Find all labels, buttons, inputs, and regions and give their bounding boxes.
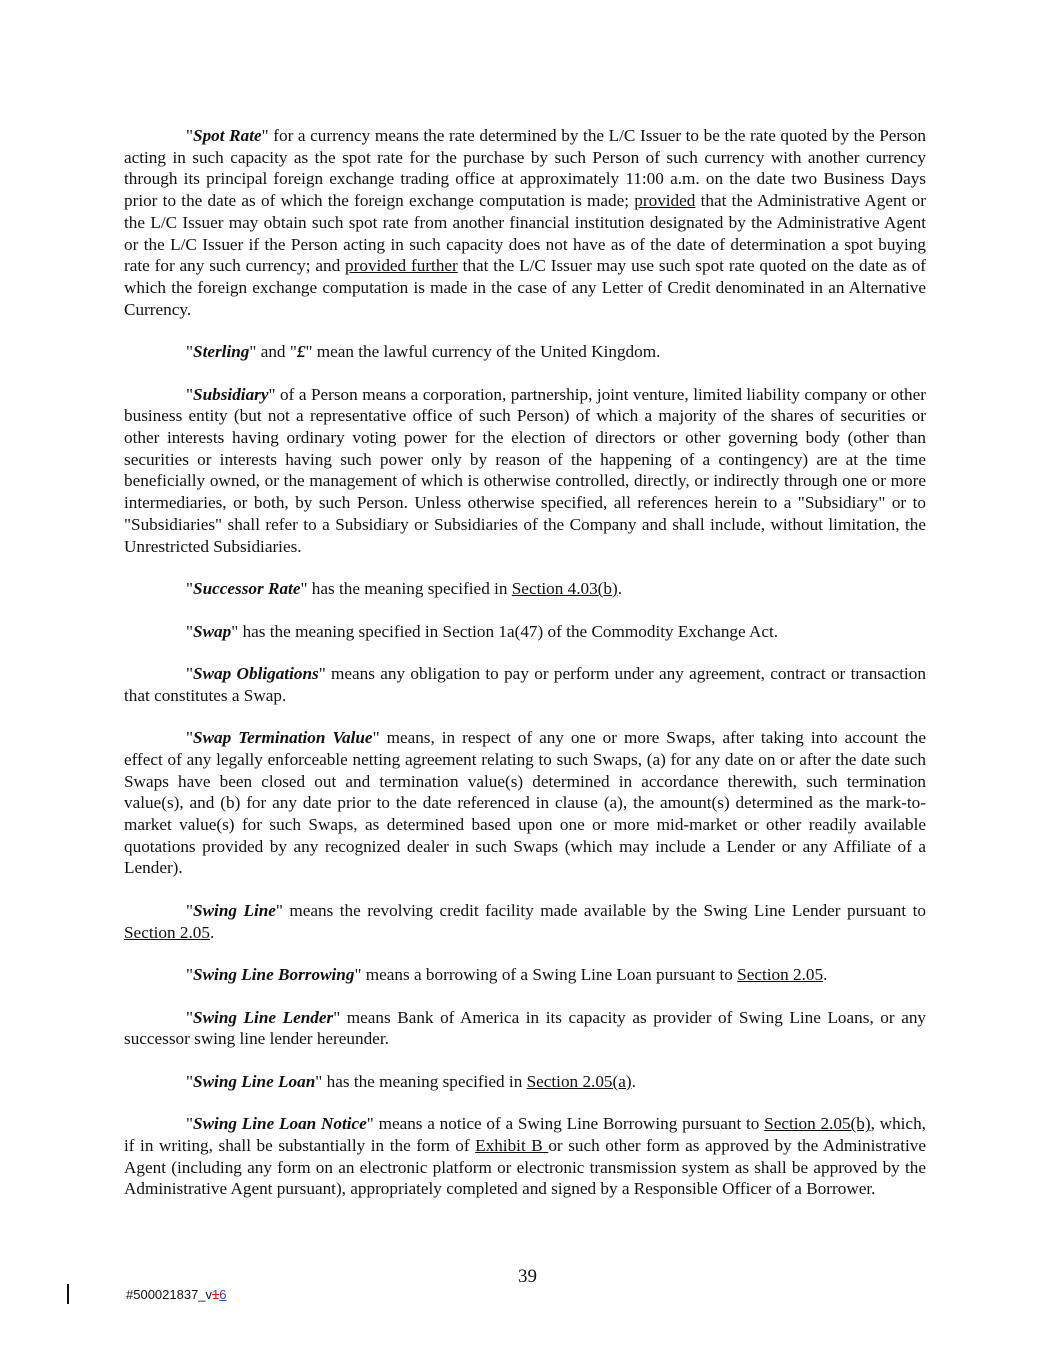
- definition-text: " means the revolving credit facility made available by the Swing Line Lender pursuant to: [275, 900, 926, 920]
- defined-term: Swap: [193, 621, 232, 641]
- definition-text: ": [186, 579, 194, 599]
- definition-paragraph: [124, 341, 926, 363]
- definition-text: .: [209, 922, 215, 942]
- cross-reference: Section 4.03(b): [511, 579, 618, 599]
- cross-reference: Section 2.05: [124, 922, 210, 942]
- definition-text: " means, in respect of any one or more Swaps, after taking into account the effect of any legally enforceable netting agreement relating to such Swaps, (a) for any date on or after the date such Swaps have been closed out and termination value(s) determined in accordance therewith, such termination value(s), and (b) for any date prior to the date referenced in clause (a), the amount(s) determined as the mark-to-market value(s) for such Swaps, as determined based upon one or more mid-market or other readily available quotations provided by any recognized dealer in such Swaps (which may include a Lender or any Affiliate of a Lender).: [124, 728, 927, 878]
- definition-text: " has the meaning specified in: [300, 579, 512, 599]
- definition-text: .: [823, 965, 828, 985]
- cross-reference: provided: [634, 191, 696, 211]
- defined-term: Successor Rate: [193, 579, 301, 599]
- definition-text: ": [186, 1071, 194, 1091]
- definition-text: " means a notice of a Swing Line Borrowing pursuant to: [366, 1114, 765, 1134]
- cross-reference: Exhibit B: [475, 1136, 549, 1156]
- definition-text: " has the meaning specified in: [315, 1071, 527, 1091]
- definition-text: " mean the lawful currency of the United Kingdom.: [305, 342, 661, 362]
- definition-paragraph: [124, 1071, 926, 1093]
- definition-text: , which, if in writing, shall be substantially in the form of: [124, 1114, 926, 1156]
- definition-text: ": [186, 965, 194, 985]
- definition-text: " for a currency means the rate determined by the L/C Issuer to be the rate quoted by the Person acting in such capacity as the spot rate for the purchase by such Person of such currency with another currency through its principal foreign exchange trading office at approximately 11:00 a.m. on the date two Business Days prior to the date as of which the foreign exchange computation is made;: [124, 126, 926, 211]
- definition-text: ": [186, 900, 194, 920]
- definition-text: ": [186, 664, 194, 684]
- document-id: [126, 1287, 227, 1302]
- defined-term: Spot Rate: [193, 126, 262, 145]
- definition-paragraph: [124, 384, 926, 558]
- definition-text: ": [186, 621, 194, 641]
- definition-paragraph: [124, 727, 926, 879]
- defined-term: Subsidiary: [193, 384, 269, 404]
- definition-paragraph: [124, 663, 926, 706]
- page-number: 39: [518, 1266, 537, 1287]
- document-body: [124, 125, 926, 1221]
- version-inserted: 6: [219, 1287, 227, 1302]
- cross-reference: Section 2.05(b): [764, 1114, 871, 1134]
- definition-text: ": [186, 342, 194, 362]
- definition-text: ": [186, 384, 194, 404]
- definition-text: ": [186, 1114, 194, 1134]
- definition-paragraph: [124, 578, 926, 600]
- defined-term: Swap Termination Value: [193, 728, 373, 748]
- defined-term: Swing Line Lender: [193, 1007, 334, 1027]
- defined-term: Sterling: [193, 342, 250, 362]
- definition-paragraph: [124, 1113, 926, 1200]
- cross-reference: Section 2.05: [737, 965, 824, 985]
- definition-text: ": [186, 728, 194, 748]
- defined-term: Swing Line Loan: [193, 1071, 316, 1091]
- definition-paragraph: [124, 964, 926, 986]
- definition-paragraph: [124, 900, 926, 943]
- definition-paragraph: [124, 125, 926, 320]
- definition-paragraph: [124, 621, 926, 643]
- definition-text: .: [631, 1071, 636, 1091]
- definition-text: that the Administrative Agent or the L/C Issuer may obtain such spot rate from another financial institution designated by the Administrative Agent or the L/C Issuer if the Person acting in such capacity does not have as of the date of determination a spot buying rate for any such currency; and: [124, 191, 926, 276]
- defined-term: Swap Obligations: [193, 664, 319, 684]
- definition-text: that the L/C Issuer may use such spot rate quoted on the date as of which the foreign exchange computation is made in the case of any Letter of Credit denominated in an Alternative Currency.: [124, 256, 927, 319]
- version-deleted: 1: [212, 1287, 220, 1302]
- definition-text: " means Bank of America in its capacity as provider of Swing Line Loans, or any successor swing line lender hereunder.: [124, 1007, 927, 1049]
- revision-bar: [67, 1284, 69, 1304]
- cross-reference: Section 2.05(a): [526, 1071, 632, 1091]
- defined-term: Swing Line Borrowing: [193, 965, 355, 985]
- definition-text: " of a Person means a corporation, partnership, joint venture, limited liability company or other business entity (but not a representative office of such Person) of which a majority of the shares of securities or other interests having ordinary voting power for the election of directors or other governing body (other than securities or interests having such power only by reason of the happening of a contingency) are at the time beneficially owned, or the management of which is otherwise controlled, directly, or indirectly through one or more intermediaries, or both, by such Person. Unless otherwise specified, all references herein to a "Subsidiary" or to "Subsidiaries" shall refer to a Subsidiary or Subsidiaries of the Company and shall include, without limitation, the Unrestricted Subsidiaries.: [124, 384, 926, 556]
- document-id-prefix: #500021837_v: [126, 1287, 213, 1302]
- definition-text: ": [186, 1007, 194, 1027]
- definition-text: .: [617, 579, 623, 599]
- definition-text: " means any obligation to pay or perform under any agreement, contract or transaction that constitutes a Swap.: [124, 664, 926, 705]
- definition-text: ": [186, 126, 194, 145]
- definition-text: " means a borrowing of a Swing Line Loan pursuant to: [354, 965, 738, 985]
- defined-term: £: [296, 342, 306, 362]
- defined-term: Swing Line: [193, 900, 276, 920]
- cross-reference: provided further: [345, 256, 458, 276]
- definition-text: or such other form as approved by the Administrative Agent (including any form on an electronic platform or electronic transmission system as shall be approved by the Administrative Agent pursuant), appropriately completed and signed by a Responsible Officer of a Borrower.: [124, 1136, 926, 1199]
- defined-term: Swing Line Loan Notice: [193, 1114, 367, 1134]
- definition-paragraph: [124, 1007, 926, 1050]
- definition-text: " and ": [249, 342, 297, 362]
- definition-text: " has the meaning specified in Section 1a(47) of the Commodity Exchange Act.: [231, 621, 779, 641]
